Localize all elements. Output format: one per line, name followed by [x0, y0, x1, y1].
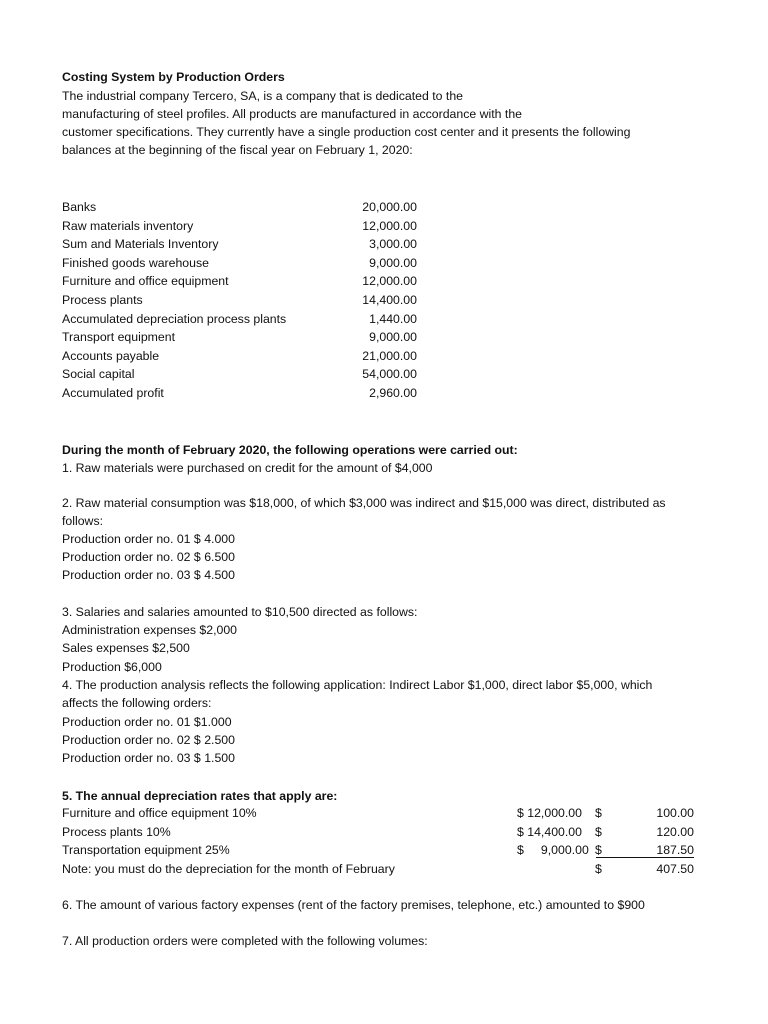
intro-line: balances at the beginning of the fiscal year on February 1, 2020: [62, 143, 413, 157]
balance-value: 20,000.00 [362, 200, 417, 214]
balance-value: 9,000.00 [369, 330, 417, 345]
depreciation-cost: $ 12,000.00 [517, 806, 582, 820]
balance-value: 14,400.00 [362, 293, 417, 307]
production-order-line: Production order no. 03 $ 4.500 [62, 568, 235, 582]
balance-value: 21,000.00 [362, 348, 417, 363]
balance-label: Banks [62, 200, 97, 214]
depreciation-label: Furniture and office equipment 10% [62, 806, 257, 820]
operation-7: 7. All production orders were completed with the following volumes: [62, 934, 428, 948]
depreciation-amount: 407.50 [656, 861, 694, 876]
balance-label: Accumulated depreciation process plants [62, 311, 287, 326]
balance-label: Process plants [62, 293, 143, 307]
balance-label: Accounts payable [62, 348, 160, 363]
balance-label: Sum and Materials Inventory [62, 237, 219, 252]
balance-value: 54,000.00 [362, 367, 417, 382]
production-order-line: Production order no. 01 $1.000 [62, 715, 232, 729]
operation-3-line: Sales expenses $2,500 [62, 641, 190, 655]
operation-4-line: affects the following orders: [62, 696, 212, 710]
depreciation-amount: 100.00 [656, 806, 694, 820]
balance-value: 12,000.00 [362, 218, 417, 233]
currency-symbol: $ [595, 861, 602, 876]
balance-label: Transport equipment [62, 330, 176, 345]
balance-label: Raw materials inventory [62, 218, 194, 233]
currency-symbol: $ [595, 824, 602, 839]
balance-value: 12,000.00 [362, 274, 417, 289]
currency-symbol: $ [595, 806, 602, 820]
document-title: Costing System by Production Orders [62, 70, 285, 84]
operation-3-line: Production $6,000 [62, 660, 162, 674]
operation-5-heading: 5. The annual depreciation rates that apply are: [62, 789, 338, 803]
balance-value: 9,000.00 [369, 255, 417, 270]
depreciation-label: Process plants 10% [62, 824, 171, 839]
intro-line: customer specifications. They currently have a single production cost center and it presents the following [62, 125, 631, 139]
operation-2-line: follows: [62, 514, 104, 528]
operations-heading: During the month of February 2020, the following operations were carried out: [62, 443, 518, 457]
operation-2: 2. Raw material consumption was $18,000, of which $3,000 was indirect and $15,000 was direct, distributed as [62, 496, 666, 510]
operation-3-line: Administration expenses $2,000 [62, 623, 237, 637]
depreciation-cost: $ 9,000.00 [517, 843, 589, 857]
depreciation-amount: 187.50 [596, 843, 694, 858]
balance-label: Accumulated profit [62, 386, 164, 400]
balance-label: Finished goods warehouse [62, 255, 209, 270]
depreciation-amount: 120.00 [656, 824, 694, 839]
operation-1: 1. Raw materials were purchased on credit for the amount of $4,000 [62, 461, 433, 475]
balance-label: Furniture and office equipment [62, 274, 229, 289]
production-order-line: Production order no. 02 $ 2.500 [62, 733, 235, 747]
operation-6: 6. The amount of various factory expenses (rent of the factory premises, telephone, etc.) amounted to $900 [62, 898, 645, 912]
depreciation-label: Note: you must do the depreciation for the month of February [62, 861, 395, 876]
production-order-line: Production order no. 02 $ 6.500 [62, 550, 235, 564]
currency-symbol: $ [595, 843, 602, 857]
intro-line: manufacturing of steel profiles. All products are manufactured in accordance with the [62, 107, 523, 121]
intro-line: The industrial company Tercero, SA, is a company that is dedicated to the [62, 89, 463, 103]
production-order-line: Production order no. 01 $ 4.000 [62, 532, 235, 546]
production-order-line: Production order no. 03 $ 1.500 [62, 751, 235, 765]
operation-3: 3. Salaries and salaries amounted to $10,500 directed as follows: [62, 605, 418, 619]
operation-4: 4. The production analysis reflects the following application: Indirect Labor $1,000, direct labor $5,000, which [62, 678, 653, 692]
balance-value: 3,000.00 [369, 237, 417, 252]
balance-value: 1,440.00 [369, 311, 417, 326]
depreciation-label: Transportation equipment 25% [62, 843, 230, 857]
balance-label: Social capital [62, 367, 135, 382]
balance-value: 2,960.00 [369, 386, 417, 400]
depreciation-cost: $ 14,400.00 [517, 824, 582, 839]
